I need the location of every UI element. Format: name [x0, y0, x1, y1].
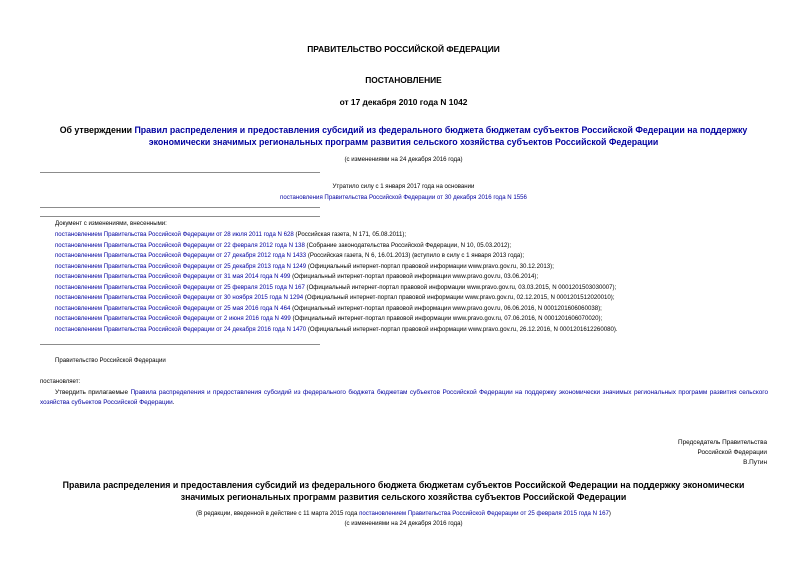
change-source: (Официальный интернет-портал правовой информации www.pravo.gov.ru, 07.06.2016, N 0001201606070020); — [290, 315, 603, 322]
list-item — [55, 283, 618, 294]
change-source: (Российская газета, N 171, 05.08.2011); — [293, 231, 407, 238]
signature-name: В.Путин — [743, 459, 767, 466]
list-item — [55, 251, 618, 262]
list-item — [55, 262, 618, 273]
rules-heading-line-2: значимых региональных программ развития сельского хозяйства субъектов Российской Федерации — [180, 492, 627, 502]
rules-heading-line-1: Правила распределения и предоставления субсидий из федерального бюджета бюджетам субъектов Российской Федерации на поддержку экономически — [62, 480, 745, 490]
list-item — [55, 272, 618, 283]
separator-line — [40, 216, 320, 217]
change-link[interactable]: постановлением Правительства Российской Федерации от 22 февраля 2012 года N 138 — [55, 241, 305, 249]
rules-edition-note — [0, 509, 807, 520]
list-item — [55, 241, 618, 252]
changes-heading: Документ с изменениями, внесенными: — [55, 220, 167, 227]
approved-rules-link[interactable]: Правила распределения и предоставления субсидий из федерального бюджета бюджетам субъектов Российской Федерации на поддержку экономически значимых региональных программ развития сельского хозяйства субъектов Российской Федерации — [40, 389, 768, 406]
change-link[interactable]: постановлением Правительства Российской Федерации от 25 февраля 2015 года N 167 — [55, 283, 305, 291]
change-link[interactable]: постановлением Правительства Российской Федерации от 30 ноября 2015 года N 1294 — [55, 294, 304, 301]
change-link[interactable]: постановлением Правительства Российской Федерации от 28 июля 2011 года N 628 — [55, 231, 294, 238]
issuer-text: Правительство Российской Федерации — [55, 357, 166, 364]
rules-title-link-continued[interactable]: экономически значимых региональных программ развития сельского хозяйства субъектов Российской Федерации — [148, 137, 659, 147]
rules-title-link[interactable]: Правил распределения и предоставления субсидий из федерального бюджета бюджетам субъектов Российской Федерации на поддержку — [134, 125, 748, 135]
change-source: (Официальный интернет-портал правовой информации www.pravo.gov.ru, 03.06.2014); — [290, 273, 539, 280]
separator-line — [40, 172, 320, 173]
change-link[interactable]: постановлением Правительства Российской Федерации от 25 декабря 2013 года N 1249 — [55, 262, 307, 270]
approval-suffix: . — [172, 398, 175, 406]
document-title — [0, 124, 807, 148]
separator-line — [40, 344, 320, 345]
document-type: ПОСТАНОВЛЕНИЕ — [365, 75, 442, 85]
title-amendments-note: (с изменениями на 24 декабря 2016 года) — [344, 156, 463, 163]
list-item — [55, 314, 618, 325]
changes-list — [55, 230, 618, 335]
list-item — [55, 304, 618, 315]
list-item — [55, 325, 618, 336]
rules-amendments-note: (с изменениями на 24 декабря 2016 года) — [344, 520, 463, 527]
edition-suffix: ) — [608, 510, 611, 517]
change-source: (Официальный интернет-портал правовой информации www.pravo.gov.ru, 30.12.2013); — [306, 262, 554, 270]
edition-prefix: (В редакции, введенной в действие с 11 марта 2015 года — [196, 510, 360, 517]
title-prefix: Об утверждении — [59, 125, 135, 135]
signature-block — [678, 438, 767, 468]
signature-country: Российской Федерации — [697, 449, 767, 456]
approval-prefix: Утвердить прилагаемые — [55, 389, 131, 396]
change-source: (Официальный интернет-портал правовой информации www.pravo.gov.ru, 26.12.2016, N 0001201612260080). — [306, 325, 618, 333]
list-item — [55, 230, 618, 241]
edition-link[interactable]: постановлением Правительства Российской Федерации от 25 февраля 2015 года N 167 — [359, 510, 609, 517]
change-source: (Официальный интернет-портал правовой информации www.pravo.gov.ru, 02.12.2015, N 0001201512020010); — [303, 294, 615, 301]
change-source: (Официальный интернет-портал правовой информации www.pravo.gov.ru, 06.06.2016, N 0001201606060038); — [290, 304, 602, 312]
list-item — [55, 293, 618, 304]
invalidation-note: Утратило силу с 1 января 2017 года на основании — [332, 183, 475, 190]
invalidation-link[interactable]: постановления Правительства Российской Федерации от 30 декабря 2016 года N 1556 — [280, 194, 527, 201]
change-source: (Российская газета, N 6, 16.01.2013) (вступило в силу с 1 января 2013 года); — [306, 252, 525, 259]
title-line-1 — [0, 124, 807, 136]
separator-line — [40, 207, 320, 208]
change-source: (Собрание законодательства Российской Федерации, N 10, 05.03.2012); — [304, 241, 512, 249]
change-link[interactable]: постановлением Правительства Российской Федерации от 2 июня 2016 года N 499 — [55, 315, 291, 322]
change-link[interactable]: постановлением Правительства Российской Федерации от 25 мая 2016 года N 464 — [55, 304, 291, 312]
signature-position: Председатель Правительства — [678, 439, 767, 446]
rules-heading — [0, 479, 807, 503]
resolves-text: постановляет: — [40, 378, 81, 385]
document-date-number: от 17 декабря 2010 года N 1042 — [339, 97, 468, 107]
government-heading: ПРАВИТЕЛЬСТВО РОССИЙСКОЙ ФЕДЕРАЦИИ — [307, 44, 500, 54]
change-link[interactable]: постановлением Правительства Российской Федерации от 31 мая 2014 года N 499 — [55, 273, 291, 280]
approval-paragraph — [40, 388, 768, 408]
change-link[interactable]: постановлением Правительства Российской Федерации от 27 декабря 2012 года N 1433 — [55, 252, 307, 259]
change-link[interactable]: постановлением Правительства Российской Федерации от 24 декабря 2016 года N 1470 — [55, 325, 307, 333]
change-source: (Официальный интернет-портал правовой информации www.pravo.gov.ru, 03.03.2015, N 0001201503030007); — [304, 283, 617, 291]
